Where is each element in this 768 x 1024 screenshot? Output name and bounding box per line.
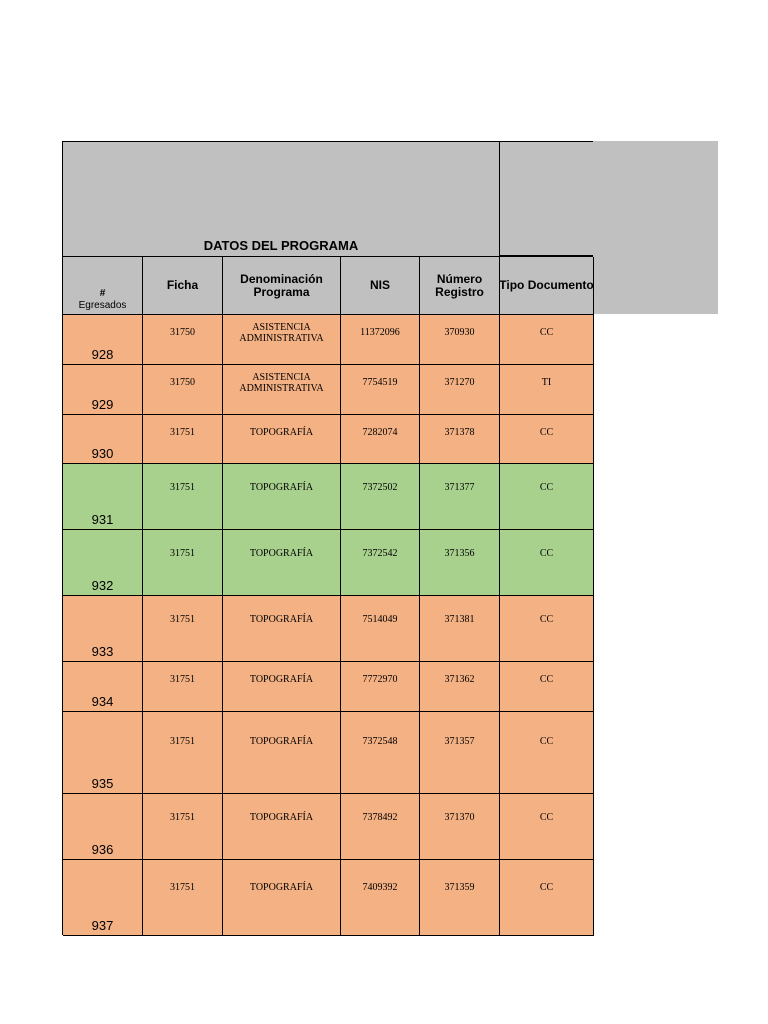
table-row: [63, 415, 594, 464]
cell-programa: TOPOGRAFÍA: [223, 464, 341, 530]
header-egresados: [63, 257, 143, 315]
table-row: [63, 530, 594, 596]
cell-programa: TOPOGRAFÍA: [223, 530, 341, 596]
cell-nis: 7754519: [341, 365, 420, 415]
table-row: [63, 596, 594, 662]
header-ficha: Ficha: [143, 257, 223, 315]
cell-egresado-num: 937: [63, 860, 143, 936]
cell-ficha: 31751: [143, 596, 223, 662]
cell-ficha: 31751: [143, 662, 223, 712]
cell-egresado-num: 932: [63, 530, 143, 596]
cell-registro: 370930: [420, 315, 500, 365]
header-tipo-documento: Tipo Documento: [500, 257, 594, 315]
cell-registro: 371356: [420, 530, 500, 596]
egresados-table: [62, 256, 593, 935]
header-denominacion: [223, 257, 341, 315]
cell-egresado-num: 930: [63, 415, 143, 464]
header-numero-registro-label: Número Registro: [435, 271, 484, 299]
cell-ficha: 31750: [143, 365, 223, 415]
cell-nis: 7409392: [341, 860, 420, 936]
cell-egresado-num: 929: [63, 365, 143, 415]
cell-programa: TOPOGRAFÍA: [223, 860, 341, 936]
table-row: [63, 365, 594, 415]
cell-tipo-documento: CC: [500, 464, 594, 530]
cell-registro: 371378: [420, 415, 500, 464]
cell-nis: 7372502: [341, 464, 420, 530]
cell-programa: TOPOGRAFÍA: [223, 415, 341, 464]
cell-egresado-num: 934: [63, 662, 143, 712]
cell-ficha: 31751: [143, 860, 223, 936]
cell-registro: 371270: [420, 365, 500, 415]
cell-ficha: 31751: [143, 794, 223, 860]
cell-egresado-num: 933: [63, 596, 143, 662]
cell-registro: 371377: [420, 464, 500, 530]
header-denominacion-label: Denominación Programa: [240, 271, 323, 299]
header-extension-divider: [499, 141, 593, 256]
cell-egresado-num: 931: [63, 464, 143, 530]
cell-tipo-documento: TI: [500, 365, 594, 415]
cell-nis: 7514049: [341, 596, 420, 662]
table-row: [63, 712, 594, 794]
header-hash: #: [99, 288, 106, 299]
cell-ficha: 31751: [143, 530, 223, 596]
cell-tipo-documento: CC: [500, 315, 594, 365]
cell-tipo-documento: CC: [500, 415, 594, 464]
cell-tipo-documento: CC: [500, 596, 594, 662]
cell-tipo-documento: CC: [500, 530, 594, 596]
cell-tipo-documento: CC: [500, 860, 594, 936]
cell-ficha: 31751: [143, 415, 223, 464]
table-row: [63, 315, 594, 365]
cell-programa: TOPOGRAFÍA: [223, 596, 341, 662]
cell-registro: 371357: [420, 712, 500, 794]
cell-tipo-documento: CC: [500, 662, 594, 712]
cell-programa: TOPOGRAFÍA: [223, 712, 341, 794]
cell-registro: 371370: [420, 794, 500, 860]
table-row: [63, 794, 594, 860]
cell-nis: 7282074: [341, 415, 420, 464]
cell-registro: 371381: [420, 596, 500, 662]
cell-egresado-num: 936: [63, 794, 143, 860]
cell-egresado-num: 935: [63, 712, 143, 794]
cell-egresado-num: 928: [63, 315, 143, 365]
cell-tipo-documento: CC: [500, 794, 594, 860]
header-nis: NIS: [341, 257, 420, 315]
cell-nis: 7378492: [341, 794, 420, 860]
cell-tipo-documento: CC: [500, 712, 594, 794]
cell-registro: 371362: [420, 662, 500, 712]
header-numero-registro: [420, 257, 500, 315]
table-row: [63, 860, 594, 936]
cell-programa: ASISTENCIA ADMINISTRATIVA: [223, 365, 341, 415]
cell-ficha: 31751: [143, 464, 223, 530]
section-title: DATOS DEL PROGRAMA: [203, 238, 359, 253]
cell-registro: 371359: [420, 860, 500, 936]
cell-nis: 7772970: [341, 662, 420, 712]
cell-ficha: 31750: [143, 315, 223, 365]
cell-nis: 7372542: [341, 530, 420, 596]
table-row: [63, 464, 594, 530]
cell-nis: 11372096: [341, 315, 420, 365]
cell-programa: ASISTENCIA ADMINISTRATIVA: [223, 315, 341, 365]
cell-nis: 7372548: [341, 712, 420, 794]
cell-programa: TOPOGRAFÍA: [223, 662, 341, 712]
table-row: [63, 662, 594, 712]
header-egresados-label: Egresados: [78, 300, 127, 311]
cell-programa: TOPOGRAFÍA: [223, 794, 341, 860]
cell-ficha: 31751: [143, 712, 223, 794]
